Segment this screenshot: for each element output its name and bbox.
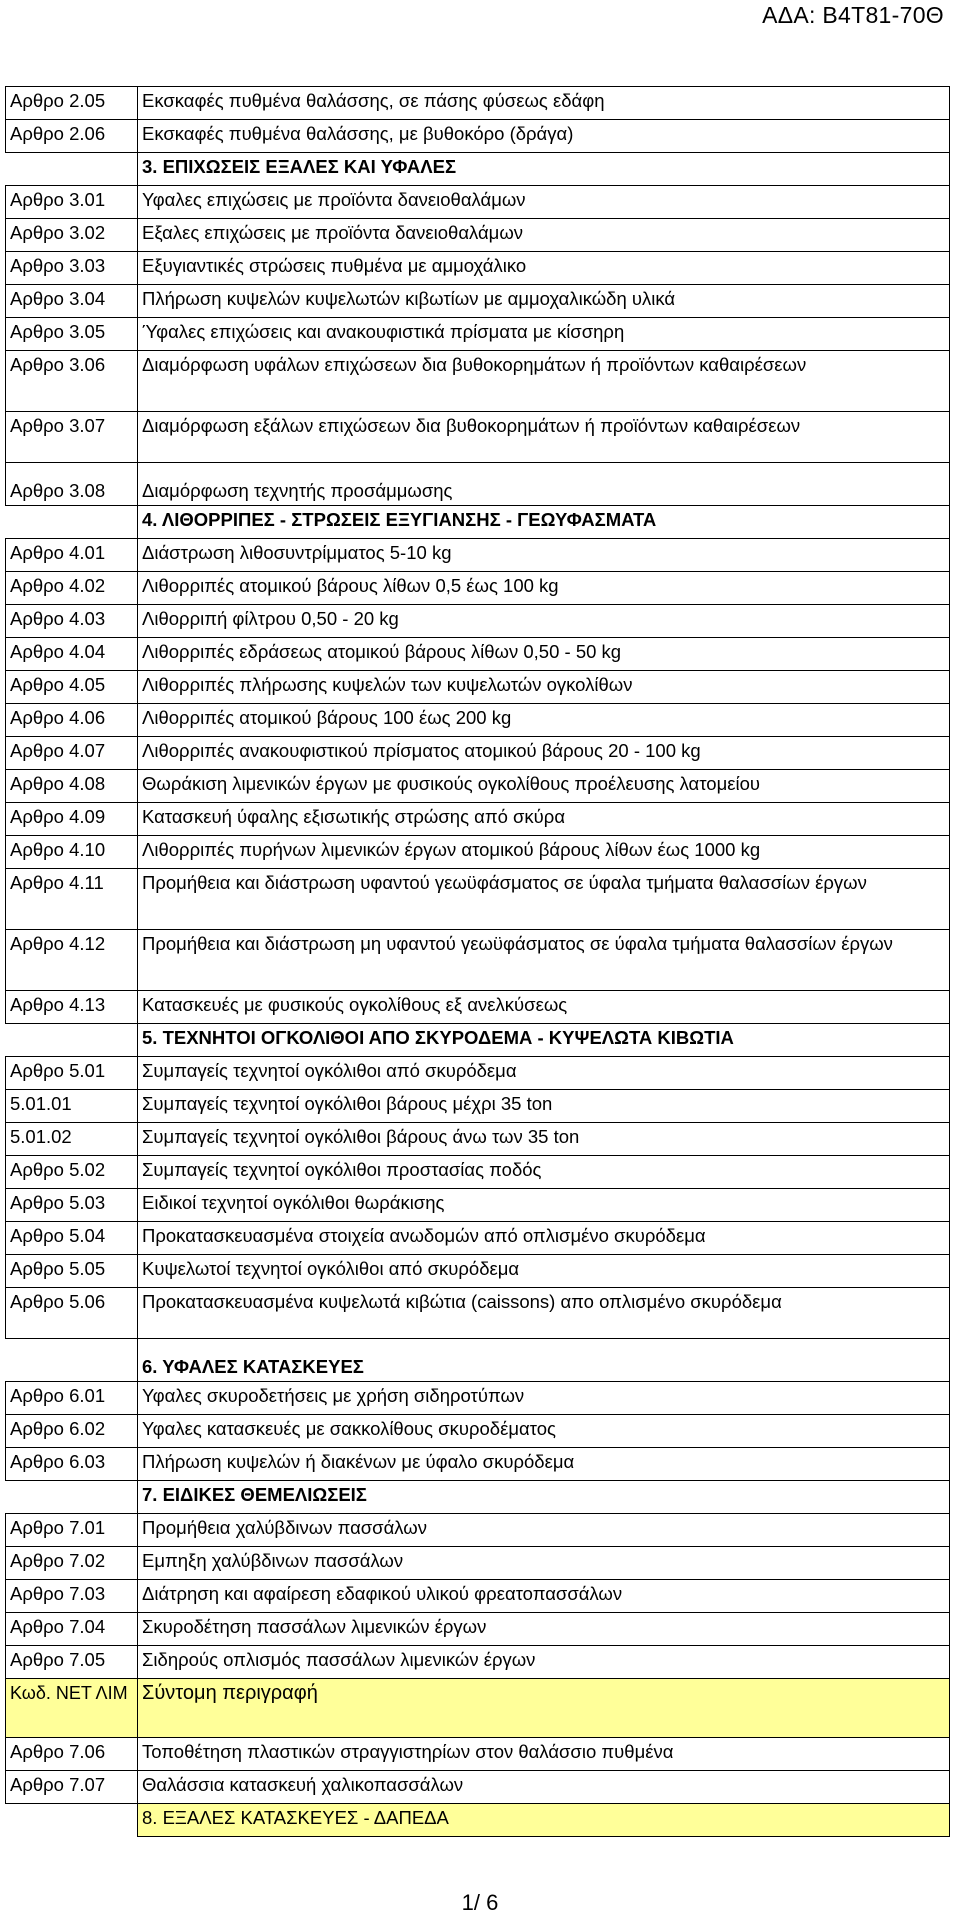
article-code: Αρθρο 3.04	[6, 285, 138, 318]
articles-table	[5, 86, 950, 1837]
article-code: Αρθρο 4.13	[6, 991, 138, 1024]
table-row	[6, 1255, 950, 1288]
article-code: Αρθρο 7.01	[6, 1514, 138, 1547]
section-header-row	[6, 153, 950, 186]
article-description: Κατασκευή ύφαλης εξισωτικής στρώσης από σκύρα	[138, 803, 950, 836]
article-description: Λιθορριπές ατομικού βάρους 100 έως 200 kg	[138, 704, 950, 737]
table-row	[6, 638, 950, 671]
article-code: 5.01.02	[6, 1123, 138, 1156]
article-code: Αρθρο 7.02	[6, 1547, 138, 1580]
table-row	[6, 120, 950, 153]
table-row	[6, 1580, 950, 1613]
table-row	[6, 463, 950, 506]
article-description: Ύφαλες επιχώσεις και ανακουφιστικά πρίσματα με κίσσηρη	[138, 318, 950, 351]
article-description: Προκατασκευασμένα κυψελωτά κιβώτια (caissons) απο οπλισμένο σκυρόδεμα	[138, 1288, 950, 1339]
article-code: Αρθρο 4.10	[6, 836, 138, 869]
article-description: Συμπαγείς τεχνητοί ογκόλιθοι προστασίας ποδός	[138, 1156, 950, 1189]
article-description: Υφαλες κατασκευές με σακκολίθους σκυροδέματος	[138, 1415, 950, 1448]
article-code: Αρθρο 2.05	[6, 87, 138, 120]
ada-code: ΑΔΑ: Β4Τ81-70Θ	[762, 2, 944, 28]
article-code: Αρθρο 5.05	[6, 1255, 138, 1288]
article-description: Λιθορριπή φίλτρου 0,50 - 20 kg	[138, 605, 950, 638]
table-row	[6, 1156, 950, 1189]
article-description: Διάστρωση λιθοσυντρίμματος 5-10 kg	[138, 539, 950, 572]
table-row	[6, 770, 950, 803]
article-code: Αρθρο 4.04	[6, 638, 138, 671]
section-title: 8. ΕΞΑΛΕΣ ΚΑΤΑΣΚΕΥΕΣ - ΔΑΠΕΔΑ	[138, 1804, 950, 1837]
table-row	[6, 869, 950, 930]
article-code	[6, 1024, 138, 1057]
article-code: Αρθρο 6.03	[6, 1448, 138, 1481]
table-row	[6, 572, 950, 605]
section-header-row	[6, 506, 950, 539]
article-code: Αρθρο 4.03	[6, 605, 138, 638]
article-code: Αρθρο 4.09	[6, 803, 138, 836]
page-number: 1/ 6	[461, 1890, 499, 1915]
table-row	[6, 605, 950, 638]
article-description: Προμήθεια χαλύβδινων πασσάλων	[138, 1514, 950, 1547]
section-title: 3. ΕΠΙΧΩΣΕΙΣ ΕΞΑΛΕΣ ΚΑΙ ΥΦΑΛΕΣ	[138, 153, 950, 186]
table-row	[6, 1514, 950, 1547]
article-description: Λιθορριπές ατομικού βάρους λίθων 0,5 έως 100 kg	[138, 572, 950, 605]
article-description: Σιδηρούς οπλισμός πασσάλων λιμενικών έργων	[138, 1646, 950, 1679]
section-header-row	[6, 1804, 950, 1837]
article-description: Υφαλες σκυροδετήσεις με χρήση σιδηροτύπων	[138, 1382, 950, 1415]
article-code: Αρθρο 4.12	[6, 930, 138, 991]
table-row	[6, 1646, 950, 1679]
section-header-row	[6, 1024, 950, 1057]
article-description: Συμπαγείς τεχνητοί ογκόλιθοι βάρους άνω των 35 ton	[138, 1123, 950, 1156]
article-code: Αρθρο 7.06	[6, 1738, 138, 1771]
article-code	[6, 506, 138, 539]
article-code: Αρθρο 4.11	[6, 869, 138, 930]
article-code: Αρθρο 5.03	[6, 1189, 138, 1222]
table-row	[6, 991, 950, 1024]
article-code: Αρθρο 6.01	[6, 1382, 138, 1415]
table-row	[6, 318, 950, 351]
table-row	[6, 1222, 950, 1255]
article-code: Αρθρο 4.06	[6, 704, 138, 737]
article-description: Εκσκαφές πυθμένα θαλάσσης, με βυθοκόρο (δράγα)	[138, 120, 950, 153]
section-header-row	[6, 1339, 950, 1382]
article-code	[6, 1481, 138, 1514]
article-description: Λιθορριπές πυρήνων λιμενικών έργων ατομικού βάρους λίθων έως 1000 kg	[138, 836, 950, 869]
article-code: Αρθρο 7.04	[6, 1613, 138, 1646]
column-header-row	[6, 1679, 950, 1738]
article-description: Πλήρωση κυψελών ή διακένων με ύφαλο σκυρόδεμα	[138, 1448, 950, 1481]
table-row	[6, 704, 950, 737]
section-title: 7. ΕΙΔΙΚΕΣ ΘΕΜΕΛΙΩΣΕΙΣ	[138, 1481, 950, 1514]
article-description: Εκσκαφές πυθμένα θαλάσσης, σε πάσης φύσεως εδάφη	[138, 87, 950, 120]
table-row	[6, 1090, 950, 1123]
article-code: Αρθρο 3.06	[6, 351, 138, 412]
article-code: Αρθρο 2.06	[6, 120, 138, 153]
table-row	[6, 285, 950, 318]
article-code: 5.01.01	[6, 1090, 138, 1123]
article-code: Αρθρο 5.06	[6, 1288, 138, 1339]
article-description: Υφαλες επιχώσεις με προϊόντα δανειοθαλάμων	[138, 186, 950, 219]
article-description: Διαμόρφωση εξάλων επιχώσεων δια βυθοκορημάτων ή προϊόντων καθαιρέσεων	[138, 412, 950, 463]
article-code: Αρθρο 3.07	[6, 412, 138, 463]
section-header-row	[6, 1481, 950, 1514]
article-description: Σκυροδέτηση πασσάλων λιμενικών έργων	[138, 1613, 950, 1646]
table-row	[6, 1547, 950, 1580]
article-description: Πλήρωση κυψελών κυψελωτών κιβωτίων με αμμοχαλικώδη υλικά	[138, 285, 950, 318]
article-code: Αρθρο 3.08	[6, 463, 138, 506]
article-code: Αρθρο 7.07	[6, 1771, 138, 1804]
table-row	[6, 930, 950, 991]
article-description: Διαμόρφωση υφάλων επιχώσεων δια βυθοκορημάτων ή προϊόντων καθαιρέσεων	[138, 351, 950, 412]
table-row	[6, 1288, 950, 1339]
article-code: Αρθρο 3.02	[6, 219, 138, 252]
article-code	[6, 1339, 138, 1382]
table-row	[6, 351, 950, 412]
article-description: Λιθορριπές πλήρωσης κυψελών των κυψελωτών ογκολίθων	[138, 671, 950, 704]
table-row	[6, 1415, 950, 1448]
article-code: Αρθρο 3.03	[6, 252, 138, 285]
table-row	[6, 1382, 950, 1415]
article-code: Αρθρο 4.02	[6, 572, 138, 605]
table-row	[6, 1613, 950, 1646]
article-code: Αρθρο 3.01	[6, 186, 138, 219]
article-description: Κυψελωτοί τεχνητοί ογκόλιθοι από σκυρόδεμα	[138, 1255, 950, 1288]
column-header-description: Σύντομη περιγραφή	[138, 1679, 950, 1738]
article-description: Συμπαγείς τεχνητοί ογκόλιθοι βάρους μέχρι 35 ton	[138, 1090, 950, 1123]
article-code: Αρθρο 5.04	[6, 1222, 138, 1255]
article-code: Αρθρο 7.03	[6, 1580, 138, 1613]
article-description: Διάτρηση και αφαίρεση εδαφικού υλικού φρεατοπασσάλων	[138, 1580, 950, 1613]
table-row	[6, 539, 950, 572]
section-title: 6. ΥΦΑΛΕΣ ΚΑΤΑΣΚΕΥΕΣ	[138, 1339, 950, 1382]
article-code: Αρθρο 4.05	[6, 671, 138, 704]
article-description: Θαλάσσια κατασκευή χαλικοπασσάλων	[138, 1771, 950, 1804]
article-description: Ειδικοί τεχνητοί ογκόλιθοι θωράκισης	[138, 1189, 950, 1222]
article-description: Εμπηξη χαλύβδινων πασσάλων	[138, 1547, 950, 1580]
table-row	[6, 1057, 950, 1090]
article-description: Λιθορριπές ανακουφιστικού πρίσματος ατομικού βάρους 20 - 100 kg	[138, 737, 950, 770]
section-title: 5. ΤΕΧΝΗΤΟΙ ΟΓΚΟΛΙΘΟΙ ΑΠΟ ΣΚΥΡΟΔΕΜΑ - ΚΥΨΕΛΩΤΑ ΚΙΒΩΤΙΑ	[138, 1024, 950, 1057]
article-description: Προμήθεια και διάστρωση υφαντού γεωϋφάσματος σε ύφαλα τμήματα θαλασσίων έργων	[138, 869, 950, 930]
table-row	[6, 1448, 950, 1481]
article-code: Αρθρο 3.05	[6, 318, 138, 351]
table-row	[6, 1738, 950, 1771]
article-description: Εξαλες επιχώσεις με προϊόντα δανειοθαλάμων	[138, 219, 950, 252]
table-row	[6, 671, 950, 704]
article-code: Αρθρο 4.08	[6, 770, 138, 803]
table-row	[6, 803, 950, 836]
table-row	[6, 836, 950, 869]
article-code	[6, 1804, 138, 1837]
article-code: Αρθρο 4.01	[6, 539, 138, 572]
table-row	[6, 1123, 950, 1156]
table-row	[6, 186, 950, 219]
table-row	[6, 737, 950, 770]
table-row	[6, 412, 950, 463]
article-description: Συμπαγείς τεχνητοί ογκόλιθοι από σκυρόδεμα	[138, 1057, 950, 1090]
article-description: Κατασκευές με φυσικούς ογκολίθους εξ ανελκύσεως	[138, 991, 950, 1024]
column-header-code: Κωδ. ΝΕΤ ΛΙΜ	[6, 1679, 138, 1738]
table-row	[6, 87, 950, 120]
section-title: 4. ΛΙΘΟΡΡΙΠΕΣ - ΣΤΡΩΣΕΙΣ ΕΞΥΓΙΑΝΣΗΣ - ΓΕΩΥΦΑΣΜΑΤΑ	[138, 506, 950, 539]
table-row	[6, 1189, 950, 1222]
article-description: Προκατασκευασμένα στοιχεία ανωδομών από οπλισμένο σκυρόδεμα	[138, 1222, 950, 1255]
article-description: Προμήθεια και διάστρωση μη υφαντού γεωϋφάσματος σε ύφαλα τμήματα θαλασσίων έργων	[138, 930, 950, 991]
article-code: Αρθρο 6.02	[6, 1415, 138, 1448]
table-row	[6, 1771, 950, 1804]
article-description: Εξυγιαντικές στρώσεις πυθμένα με αμμοχάλικο	[138, 252, 950, 285]
article-description: Θωράκιση λιμενικών έργων με φυσικούς ογκολίθους προέλευσης λατομείου	[138, 770, 950, 803]
table-row	[6, 219, 950, 252]
article-code: Αρθρο 5.02	[6, 1156, 138, 1189]
table-row	[6, 252, 950, 285]
article-code: Αρθρο 5.01	[6, 1057, 138, 1090]
article-description: Λιθορριπές εδράσεως ατομικού βάρους λίθων 0,50 - 50 kg	[138, 638, 950, 671]
article-code: Αρθρο 4.07	[6, 737, 138, 770]
article-description: Διαμόρφωση τεχνητής προσάμμωσης	[138, 463, 950, 506]
article-code	[6, 153, 138, 186]
article-description: Τοποθέτηση πλαστικών στραγγιστηρίων στον θαλάσσιο πυθμένα	[138, 1738, 950, 1771]
article-code: Αρθρο 7.05	[6, 1646, 138, 1679]
